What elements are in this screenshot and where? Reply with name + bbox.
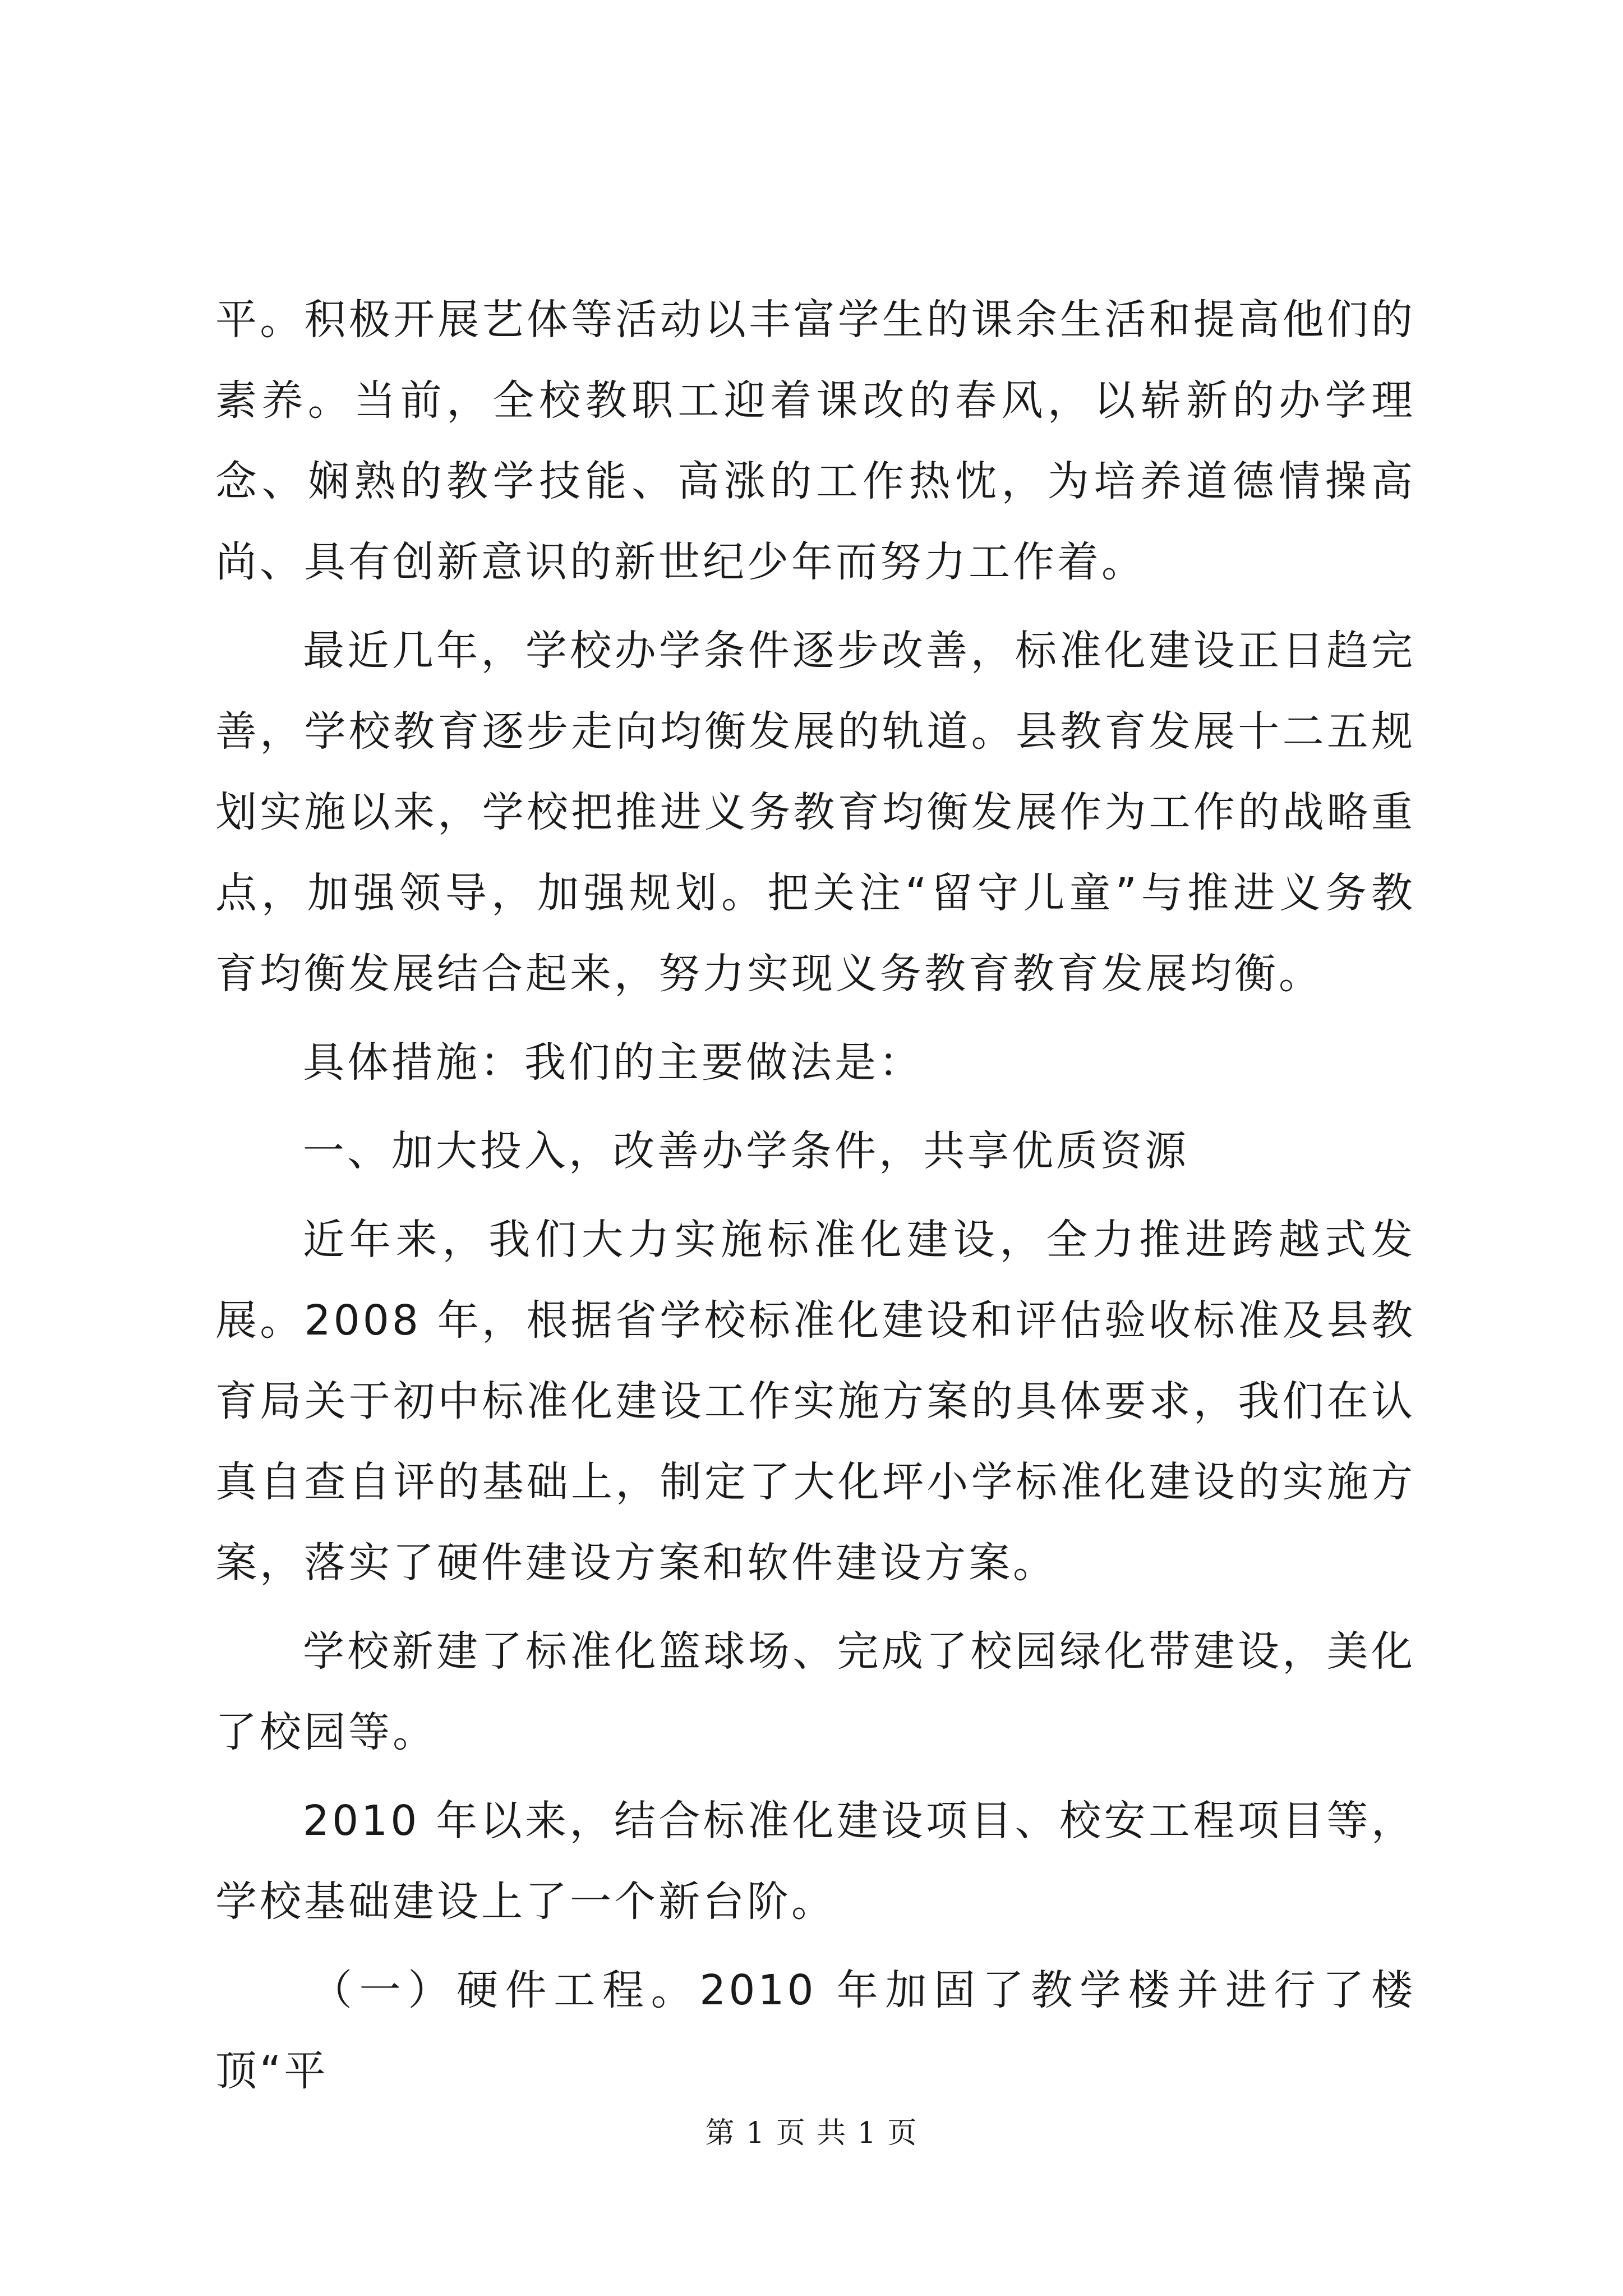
- paragraph-hardware-project: （一）硬件工程。2010 年加固了教学楼并进行了楼顶“平: [215, 1966, 1415, 2095]
- document-body: [215, 279, 1415, 2111]
- paragraph-measures-heading: 具体措施：我们的主要做法是：: [303, 1038, 923, 1087]
- paragraph-recent-years: 最近几年，学校办学条件逐步改善，标准化建设正日趋完善，学校教育逐步走向均衡发展的轨道。县教育发展十二五规划实施以来，学校把推进义务教育均衡发展作为工作的战略重点，加强领导，加强规划。把关注“留守儿童”与推进义务教育均衡发展结合起来，努力实现义务教育教育发展均衡。: [215, 627, 1415, 998]
- section-heading-investment: 一、加大投入，改善办学条件，共享优质资源: [303, 1127, 1189, 1175]
- paragraph-new-construction: 学校新建了标准化篮球场、完成了校园绿化带建设，美化了校园等。: [215, 1627, 1415, 1756]
- paragraph-standardization: 近年来，我们大力实施标准化建设，全力推进跨越式发展。2008 年，根据省学校标准化建设和评估验收标准及县教育局关于初中标准化建设工作实施方案的具体要求，我们在认真自查自评的基础上，制定了大化坪小学标准化建设的实施方案，落实了硬件建设方案和软件建设方案。: [215, 1216, 1415, 1587]
- paragraph-since-2010: 2010 年以来，结合标准化建设项目、校安工程项目等，学校基础建设上了一个新台阶。: [215, 1797, 1415, 1926]
- paragraph-intro-continuation: 平。积极开展艺体等活动以丰富学生的课余生活和提高他们的素养。当前，全校教职工迎着课改的春风，以崭新的办学理念、娴熟的教学技能、高涨的工作热忱，为培养道德情操高尚、具有创新意识的新世纪少年而努力工作着。: [215, 296, 1415, 586]
- page-number-footer: 第 1 页 共 1 页: [705, 2116, 918, 2150]
